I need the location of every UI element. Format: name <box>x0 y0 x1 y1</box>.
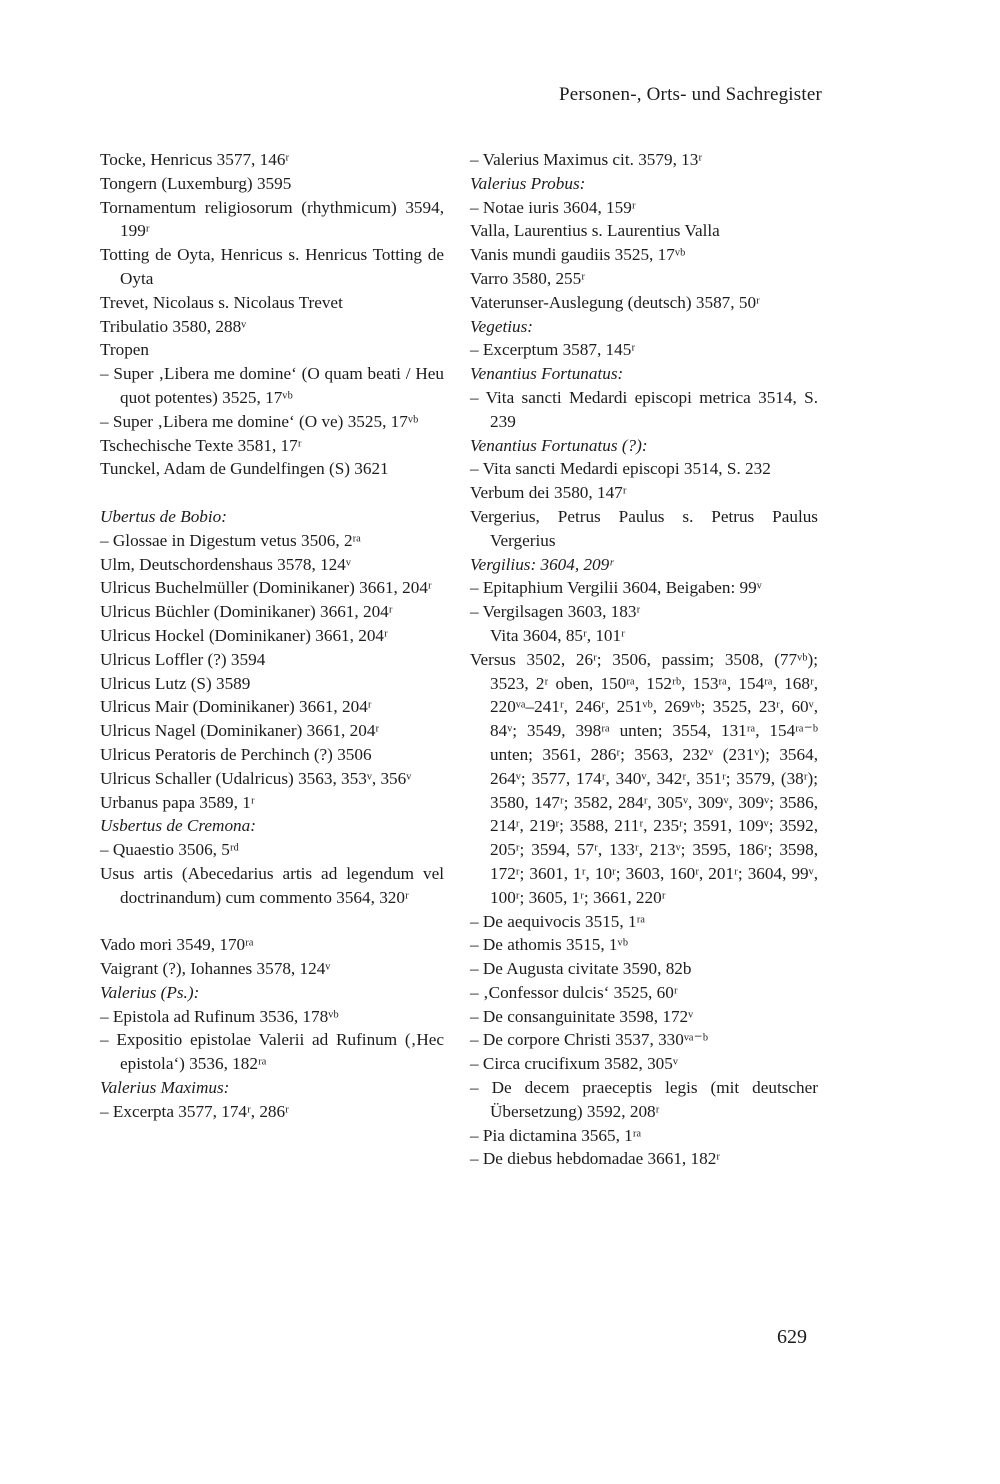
index-subentry: – De consanguinitate 3598, 172ᵛ <box>470 1006 694 1026</box>
index-entry: Tschechische Texte 3581, 17ʳ <box>100 435 302 455</box>
index-subentry: – De diebus hebdomadae 3661, 182ʳ <box>470 1149 721 1169</box>
index-entry: Ulricus Lutz (S) 3589 <box>100 673 251 693</box>
index-subentry: – Pia dictamina 3565, 1ʳᵃ <box>470 1125 642 1145</box>
index-column-left <box>100 148 444 1124</box>
index-entry: Tongern (Luxemburg) 3595 <box>100 173 292 193</box>
index-entry: Ulricus Mair (Dominikaner) 3661, 204ʳ <box>100 697 372 717</box>
index-subentry: – Vergilsagen 3603, 183ʳ <box>470 602 641 622</box>
page-number: 629 <box>777 1326 807 1348</box>
index-subentry: – Super ‚Libera me domine‘ (O ve) 3525, 17ᵛᵇ <box>100 411 419 431</box>
index-subentry: – Vita sancti Medardi episcopi 3514, S. 232 <box>470 459 771 479</box>
index-entry: Vaterunser-Auslegung (deutsch) 3587, 50ʳ <box>470 292 760 312</box>
index-subentry: – Valerius Maximus cit. 3579, 13ʳ <box>470 150 703 169</box>
index-subentry: – Expositio epistolae Valerii ad Rufinum (‚Hec epistola‘) 3536, 182ʳᵃ <box>100 1030 444 1074</box>
index-entry: Tropen <box>100 340 150 360</box>
index-entry: Vita 3604, 85ʳ, 101ʳ <box>490 625 625 645</box>
index-column-right <box>470 148 818 1171</box>
index-entry: Verbum dei 3580, 147ʳ <box>470 483 627 503</box>
index-entry: Vergilius: 3604, 209ʳ <box>470 554 614 574</box>
index-subentry: – De decem praeceptis legis (mit deutscher Übersetzung) 3592, 208ʳ <box>470 1078 818 1121</box>
index-subentry: – Glossae in Digestum vetus 3506, 2ʳᵃ <box>100 530 361 550</box>
index-entry: Ubertus de Bobio: <box>100 506 227 526</box>
index-entry: Valerius (Ps.): <box>100 982 200 1002</box>
index-subentry: – ‚Confessor dulcis‘ 3525, 60ʳ <box>470 982 678 1002</box>
index-entry: Vegetius: <box>470 316 533 336</box>
index-entry: Ulricus Nagel (Dominikaner) 3661, 204ʳ <box>100 721 380 741</box>
index-entry: Totting de Oyta, Henricus s. Henricus Totting de Oyta <box>100 245 444 288</box>
section-gap <box>100 481 444 505</box>
index-entry: Usus artis (Abecedarius artis ad legendum vel doctrinandum) cum commento 3564, 320ʳ <box>100 863 444 907</box>
index-entry: Vaigrant (?), Iohannes 3578, 124ᵛ <box>100 959 331 979</box>
index-subentry: – De Augusta civitate 3590, 82b <box>470 959 692 979</box>
index-entry: Ulm, Deutschordenshaus 3578, 124ᵛ <box>100 554 351 574</box>
index-subentry: – Quaestio 3506, 5ʳᵈ <box>100 840 239 860</box>
index-entry: Usbertus de Cremona: <box>100 816 256 836</box>
index-subentry: – Circa crucifixum 3582, 305ᵛ <box>470 1054 678 1074</box>
index-entry: Valerius Probus: <box>470 173 586 193</box>
index-entry: Tornamentum religiosorum (rhythmicum) 3594, 199ʳ <box>100 197 444 241</box>
index-subentry: – De corpore Christi 3537, 330ᵛᵃ⁻ᵇ <box>470 1030 708 1050</box>
index-entry: Venantius Fortunatus: <box>470 364 624 384</box>
index-subentry: – Excerpta 3577, 174ʳ, 286ʳ <box>100 1101 289 1121</box>
index-entry: Vanis mundi gaudiis 3525, 17ᵛᵇ <box>470 245 686 265</box>
index-entry: Ulricus Peratoris de Perchinch (?) 3506 <box>100 744 372 764</box>
index-entry: Vergerius, Petrus Paulus s. Petrus Paulus Vergerius <box>470 506 818 550</box>
section-gap <box>100 910 444 934</box>
index-subentry: – De aequivocis 3515, 1ʳᵃ <box>470 911 646 931</box>
index-entry: Ulricus Loffler (?) 3594 <box>100 649 266 669</box>
index-entry: Ulricus Schaller (Udalricus) 3563, 353ᵛ, 356ᵛ <box>100 768 412 788</box>
index-entry: Ulricus Hockel (Dominikaner) 3661, 204ʳ <box>100 625 388 645</box>
index-entry: Trevet, Nicolaus s. Nicolaus Trevet <box>100 292 343 312</box>
index-entry: Varro 3580, 255ʳ <box>470 268 585 288</box>
index-subentry: – De athomis 3515, 1ᵛᵇ <box>470 935 628 955</box>
index-entry: Ulricus Büchler (Dominikaner) 3661, 204ʳ <box>100 602 393 622</box>
index-entry: Versus 3502, 26ʳ; 3506, passim; 3508, (77ᵛᵇ); 3523, 2ʳ oben, 150ʳᵃ, 152ʳᵇ, 153ʳᵃ, 154ʳᵃ, 168ʳ, 220ᵛᵃ–241ʳ, 246ʳ, 251ᵛᵇ, 269ᵛᵇ; 3525, 23ʳ, 60ᵛ, 84ᵛ; 3549, 398ʳᵃ unten; 3554, 131ʳᵃ, 154ʳᵃ⁻ᵇ unten; 3561, 286ʳ; 3563, 232ᵛ (231ᵛ); 3564, 264ᵛ; 3577, 174ʳ, 340ᵛ, 342ʳ, 351ʳ; 3579, (38ʳ); 3580, 147ʳ; 3582, 284ʳ, 305ᵛ, 309ᵛ, 309ᵛ; 3586, 214ʳ, 219ʳ; 3588, 211ʳ, 235ʳ; 3591, 109ᵛ; 3592, 205ʳ; 3594, 57ʳ, 133ʳ, 213ᵛ; 3595, 186ʳ; 3598, 172ʳ; 3601, 1ʳ, 10ʳ; 3603, 160ʳ, 201ʳ; 3604, 99ᵛ, 100ʳ; 3605, 1ʳ; 3661, 220ʳ <box>470 649 818 907</box>
index-subentry: – Notae iuris 3604, 159ʳ <box>470 197 636 217</box>
index-entry: Tunckel, Adam de Gundelfingen (S) 3621 <box>100 459 389 479</box>
index-subentry: – Epistola ad Rufinum 3536, 178ᵛᵇ <box>100 1006 339 1026</box>
running-title: Personen-, Orts- und Sachregister <box>558 84 822 105</box>
index-subentry: – Super ‚Libera me domine‘ (O quam beati / Heu quot potentes) 3525, 17ᵛᵇ <box>100 364 444 407</box>
index-entry: Urbanus papa 3589, 1ʳ <box>100 792 255 812</box>
index-subentry: – Epitaphium Vergilii 3604, Beigaben: 99ᵛ <box>470 578 762 598</box>
index-entry: Tribulatio 3580, 288ᵛ <box>100 316 247 336</box>
index-subentry: – Vita sancti Medardi episcopi metrica 3514, S. 239 <box>470 387 818 431</box>
index-entry: Tocke, Henricus 3577, 146ʳ <box>100 150 290 169</box>
index-entry: Ulricus Buchelmüller (Dominikaner) 3661, 204ʳ <box>100 578 432 598</box>
index-subentry: – Excerptum 3587, 145ʳ <box>470 340 636 360</box>
index-entry: Venantius Fortunatus (?): <box>470 435 648 455</box>
index-entry: Valerius Maximus: <box>100 1078 230 1098</box>
index-entry: Vado mori 3549, 170ʳᵃ <box>100 935 254 955</box>
index-entry: Valla, Laurentius s. Laurentius Valla <box>470 221 720 241</box>
